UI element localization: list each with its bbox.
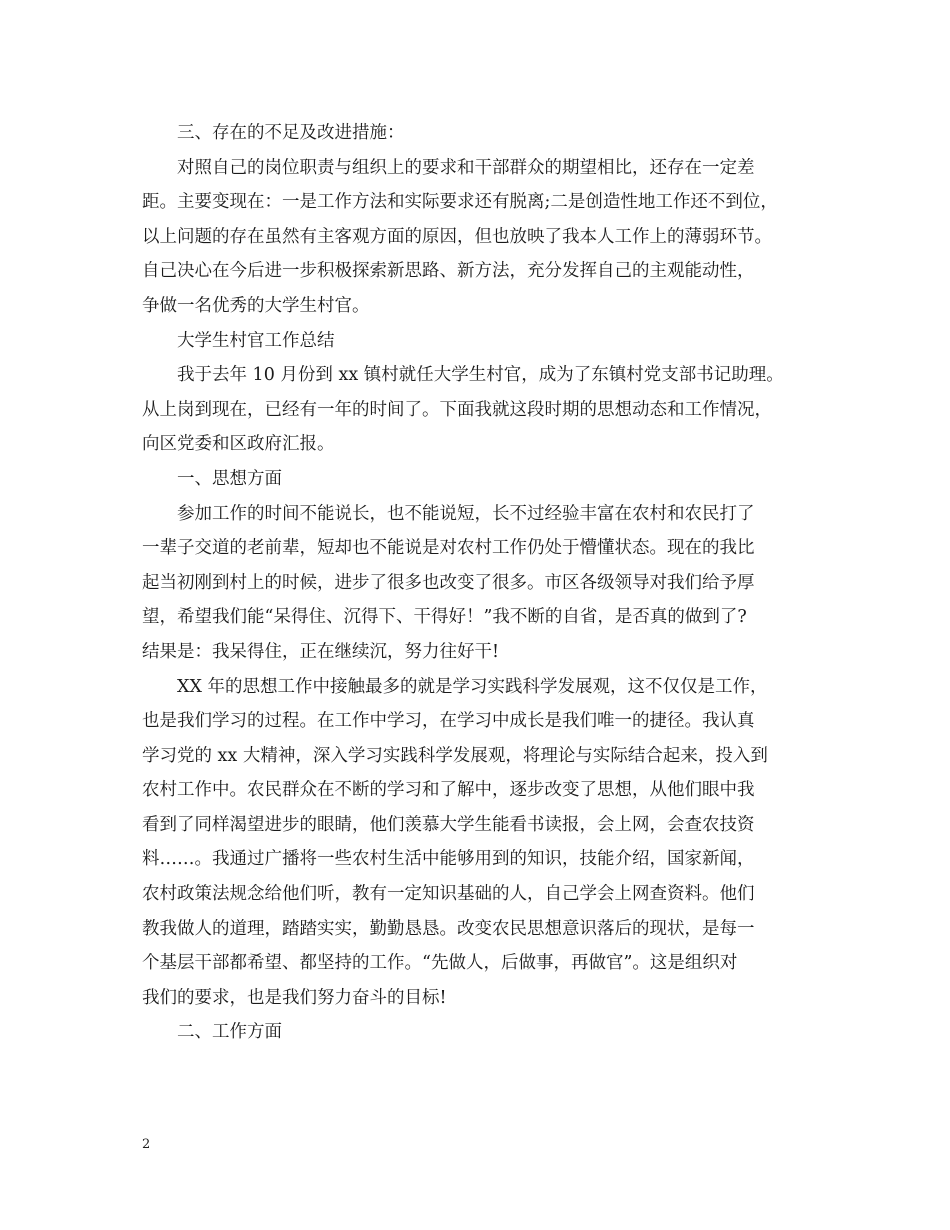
paragraph-line: XX 年的思想工作中接触最多的就是学习实践科学发展观，这不仅仅是工作， [177, 676, 768, 697]
paragraph-line: 我们的要求，也是我们努力奋斗的目标! [142, 987, 447, 1008]
paragraph-line: 结果是：我呆得住，正在继续沉，努力往好干! [142, 641, 500, 662]
paragraph-line: 料……。我通过广播将一些农村生活中能够用到的知识，技能介绍，国家新闻， [142, 849, 755, 870]
paragraph-line: 农村工作中。农民群众在不断的学习和了解中，逐步改变了思想，从他们眼中我 [142, 780, 755, 801]
paragraph-line: 参加工作的时间不能说长，也不能说短，长不过经验丰富在农村和农民打了 [177, 503, 755, 524]
paragraph-line: 教我做人的道理，踏踏实实，勤勤恳恳。改变农民思想意识落后的现状，是每一 [142, 918, 755, 939]
paragraph-line: 向区党委和区政府汇报。 [142, 434, 335, 455]
document-title: 大学生村官工作总结 [177, 330, 335, 351]
paragraph-line: 起当初刚到村上的时候，进步了很多也改变了很多。市区各级领导对我们给予厚 [142, 572, 755, 593]
paragraph-line: 争做一名优秀的大学生村官。 [142, 295, 370, 316]
paragraph-line: 从上岗到现在，已经有一年的时间了。下面我就这段时期的思想动态和工作情况， [142, 399, 772, 420]
paragraph-line: 农村政策法规念给他们听，教有一定知识基础的人，自己学会上网查资料。他们 [142, 884, 755, 905]
paragraph-line: 学习党的 xx 大精神，深入学习实践科学发展观，将理论与实际结合起来，投入到 [142, 745, 768, 766]
paragraph-line: 我于去年 10 月份到 xx 镇村就任大学生村官，成为了东镇村党支部书记助理。 [177, 365, 784, 386]
paragraph-line: 以上问题的存在虽然有主客观方面的原因，但也放映了我本人工作上的薄弱环节。 [142, 226, 772, 247]
paragraph-line: 看到了同样渴望进步的眼睛，他们羡慕大学生能看书读报，会上网，会查农技资 [142, 814, 755, 835]
paragraph-line: 也是我们学习的过程。在工作中学习，在学习中成长是我们唯一的捷径。我认真 [142, 711, 755, 732]
page-number: 2 [142, 1137, 151, 1152]
section-heading-shortcomings: 三、存在的不足及改进措施： [177, 123, 405, 143]
paragraph-line: 一辈子交道的老前辈，短却也不能说是对农村工作仍处于懵懂状态。现在的我比 [142, 538, 755, 559]
document-body [142, 116, 822, 1050]
section-heading-work: 二、工作方面 [177, 1022, 282, 1043]
section-heading-thought: 一、思想方面 [177, 468, 282, 489]
paragraph-line: 对照自己的岗位职责与组织上的要求和干部群众的期望相比，还存在一定差 [177, 157, 755, 178]
paragraph-line: 自己决心在今后进一步积极探索新思路、新方法，充分发挥自己的主观能动性， [142, 261, 755, 282]
paragraph-line: 望，希望我们能“呆得住、沉得下、干得好！”我不断的自省，是否真的做到了? [142, 607, 747, 628]
paragraph-line: 个基层干部都希望、都坚持的工作。“先做人，后做事，再做官”。这是组织对 [142, 953, 738, 974]
paragraph-line: 距。主要变现在：一是工作方法和实际要求还有脱离;二是创造性地工作还不到位， [142, 192, 778, 213]
